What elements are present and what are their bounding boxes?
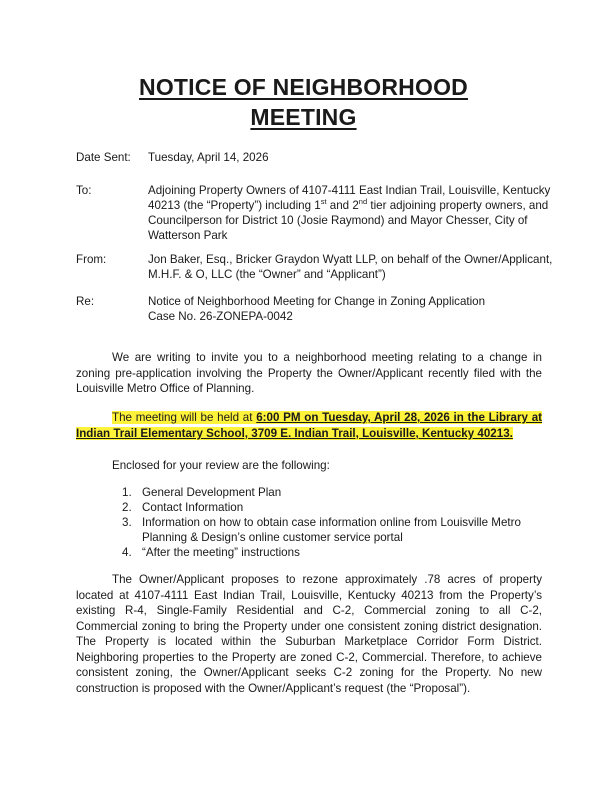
to-value xyxy=(148,183,558,243)
meeting-paragraph xyxy=(76,410,542,442)
enclosed-text: Enclosed for your review are the following: xyxy=(112,459,330,472)
list-item-text: Contact Information xyxy=(142,501,244,514)
title-line-2: MEETING xyxy=(250,104,357,130)
intro-paragraph xyxy=(76,350,542,397)
list-item-number: 1. xyxy=(122,486,132,499)
title-line-1: NOTICE OF NEIGHBORHOOD xyxy=(139,74,468,100)
document-title xyxy=(0,72,607,132)
to-sup-first: st xyxy=(320,197,327,207)
list-item-number: 2. xyxy=(122,501,132,514)
proposal-text: The Owner/Applicant proposes to rezone approximately .78 acres of property located at 4107-4111 East Indian Trail, Louisville, Kentucky 40213 from the Property’s existing R-4, Single-Family Residential and C-2, Commercial zoning to all C-2, Commercial zoning to bring the Property under one consistent zoning district designation. The Property is located within the Suburban Marketplace Corridor Form District. Neighboring properties to the Property are zoned C-2, Commercial. Therefore, to achieve consistent zoning, the Owner/Applicant seeks C-2 zoning for the Property. No new construction is proposed with the Owner/Applicant’s request (the “Proposal”). xyxy=(76,573,542,695)
to-sup-second: nd xyxy=(358,197,368,207)
intro-text: We are writing to invite you to a neighborhood meeting relating to a change in zoning pre-application involving the Property the Owner/Applicant recently filed with the Louisville Metro Office of Planning. xyxy=(76,351,542,395)
list-item-number: 3. xyxy=(122,516,132,529)
from-label: From: xyxy=(76,253,107,266)
from-value: Jon Baker, Esq., Bricker Graydon Wyatt LLP, on behalf of the Owner/Applicant, M.H.F. & O, LLC (the “Owner” and “Applicant”) xyxy=(148,253,553,281)
to-value-part-b: and 2 xyxy=(326,199,359,212)
date-sent-value: Tuesday, April 14, 2026 xyxy=(148,151,269,164)
re-value xyxy=(148,294,558,324)
list-item-text: “After the meeting” instructions xyxy=(142,546,300,559)
list-item-text: Information on how to obtain case information online from Louisville Metro Planning & Design’s online customer service portal xyxy=(142,516,521,544)
meeting-prefix: The meeting will be held at xyxy=(112,411,257,424)
list-item-number: 4. xyxy=(122,546,132,559)
re-label: Re: xyxy=(76,295,95,308)
date-sent-label: Date Sent: xyxy=(76,151,131,164)
to-value-part-a: Adjoining Property Owners of 4107-4111 East Indian Trail, Louisville, Kentucky 40213 (the “Property”) including 1 xyxy=(148,184,551,212)
proposal-paragraph xyxy=(76,572,542,696)
list-item-text: General Development Plan xyxy=(142,486,282,499)
to-value-part-c: tier adjoining property owners, and Councilperson for District 10 (Josie Raymond) and Mayor Chesser, City of Watterson Park xyxy=(148,199,549,242)
re-line-1: Notice of Neighborhood Meeting for Change in Zoning Application xyxy=(148,295,486,308)
meeting-details: 6:00 PM on Tuesday, April 28, 2026 in the Library at Indian Trail Elementary School, 3709 E. Indian Trail, Louisville, Kentucky 40213. xyxy=(76,411,543,440)
re-line-2: Case No. 26-ZONEPA-0042 xyxy=(148,310,293,323)
enclosed-paragraph xyxy=(76,458,542,474)
to-label: To: xyxy=(76,184,92,197)
